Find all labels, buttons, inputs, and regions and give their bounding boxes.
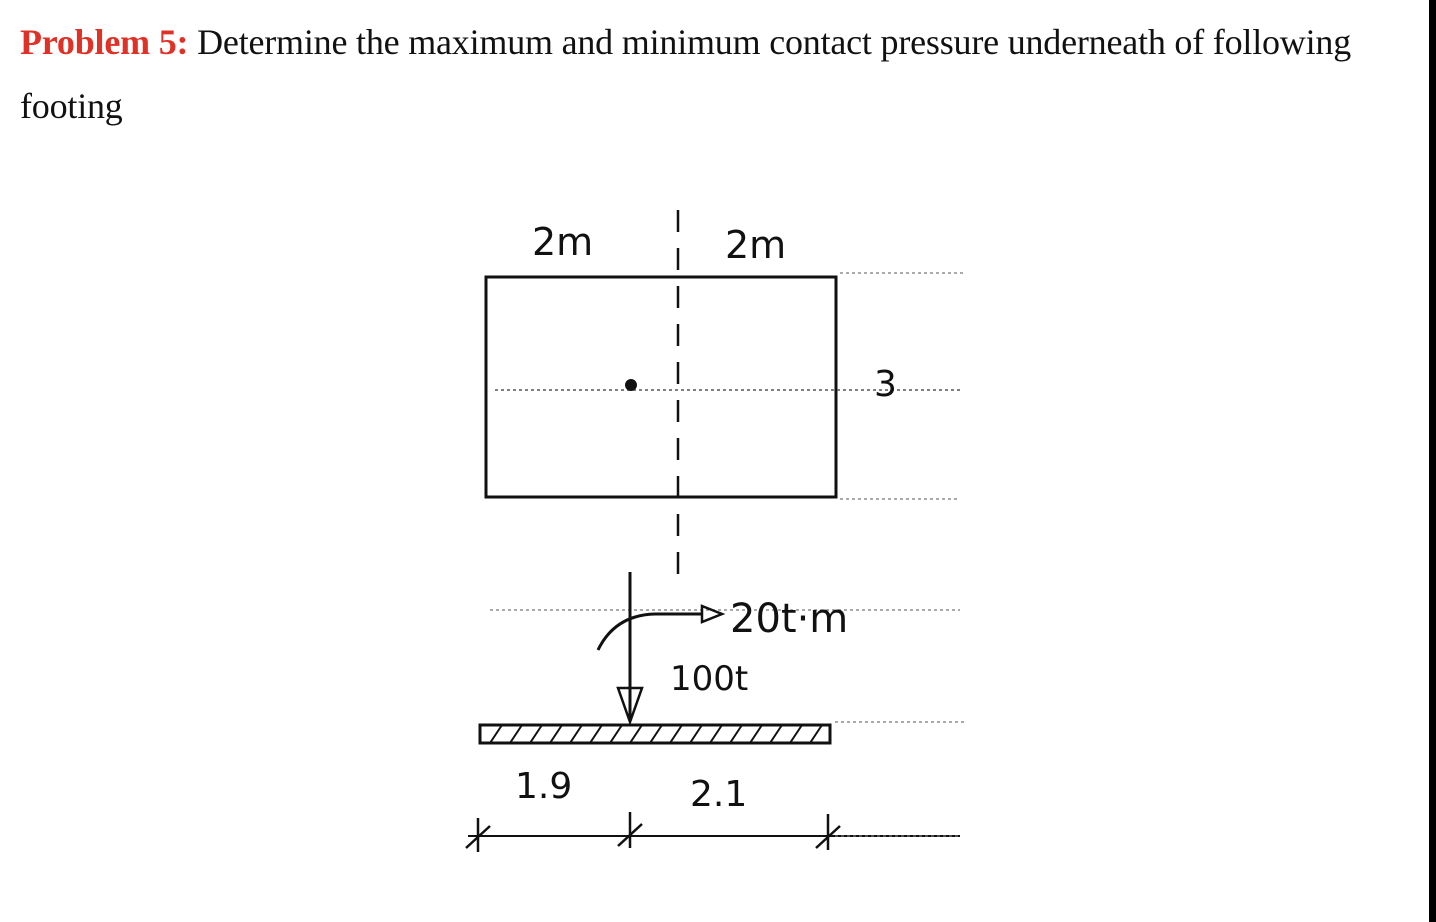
moment-label: 20t·m: [730, 596, 849, 642]
right-distance-label: 2.1: [690, 774, 748, 815]
scroll-edge-bar: [1429, 0, 1436, 922]
depth-label: 3: [874, 364, 897, 405]
left-distance-label: 1.9: [515, 766, 573, 807]
moment-arc: [598, 614, 702, 650]
left-width-label: 2m: [532, 220, 594, 264]
problem-body: Determine the maximum and minimum contact pressure underneath of following footing: [20, 22, 1351, 126]
plan-view: [486, 210, 965, 590]
elevation-view: [466, 572, 965, 852]
problem-label: Problem 5:: [20, 22, 189, 62]
footing-sketch: [440, 200, 980, 880]
dimension-ticks: [466, 812, 840, 852]
right-width-label: 2m: [725, 223, 787, 267]
load-point-dot: [625, 379, 637, 391]
footing-plan-outline: [486, 277, 836, 497]
problem-statement: [20, 10, 1410, 138]
load-label: 100t: [670, 659, 749, 699]
moment-arrowhead-icon: [702, 606, 722, 622]
